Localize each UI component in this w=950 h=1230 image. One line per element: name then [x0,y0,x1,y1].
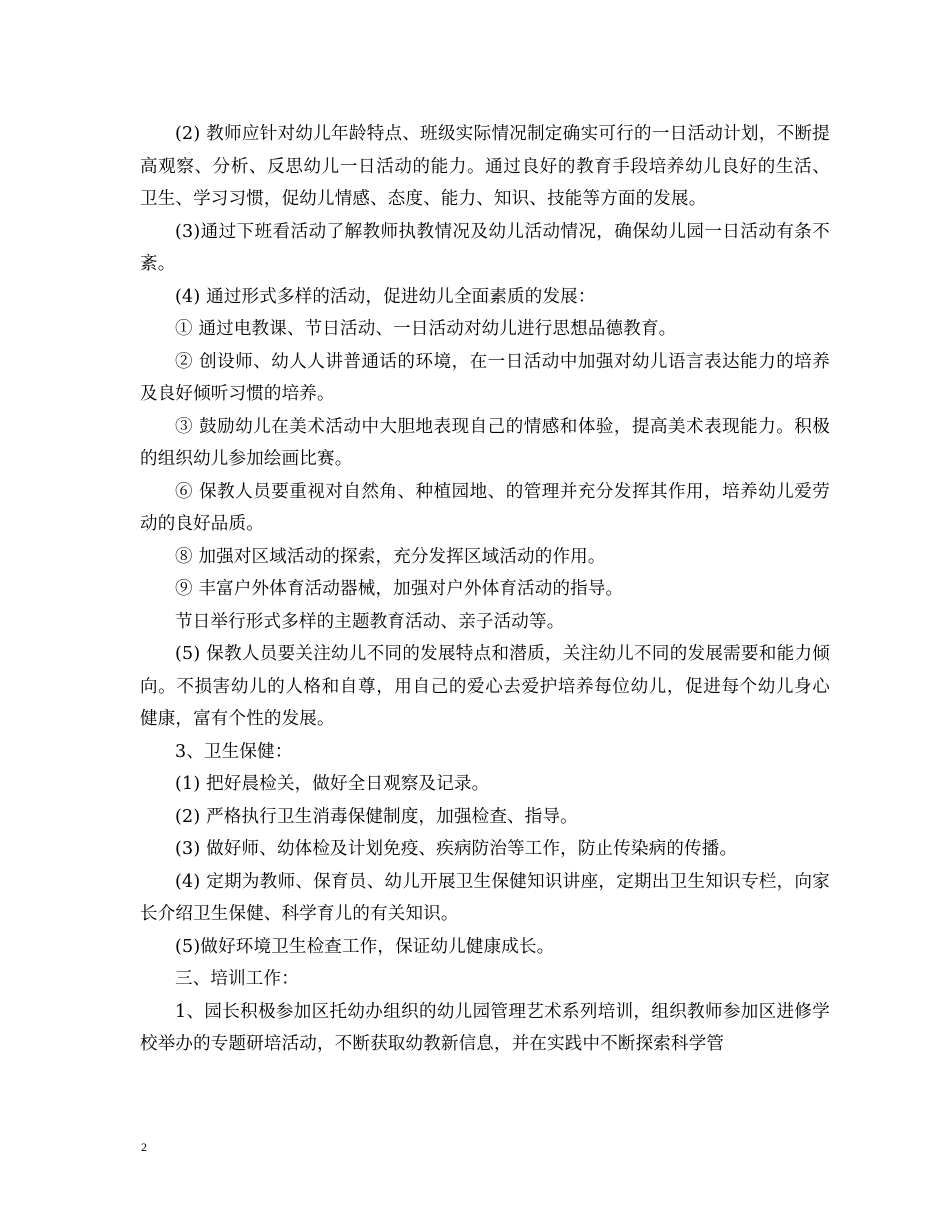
paragraph-class-observation: (3)通过下班看活动了解教师执教情况及幼儿活动情况，确保幼儿园一日活动有条不紊。 [140,221,830,274]
paragraph-health-checks: (3) 做好师、幼体检及计划免疫、疾病防治等工作，防止传染病的传播。 [175,839,738,859]
paragraph-principal-training: 1、园长积极参加区托幼办组织的幼儿园管理艺术系列培训，组织教师参加区进修学校举办的专题研培活动，不断获取幼教新信息，并在实践中不断探索科学管 [140,1001,830,1054]
paragraph-health-lectures: (4) 定期为教师、保育员、幼儿开展卫生保健知识讲座，定期出卫生知识专栏，向家长介绍卫生保健、科学育儿的有关知识。 [140,871,830,924]
paragraph-moral-education: ① 通过电教课、节日活动、一日活动对幼儿进行思想品德教育。 [175,319,677,339]
paragraph-morning-check: (1) 把好晨检关，做好全日观察及记录。 [175,774,490,794]
section-heading-training: 三、培训工作： [175,969,299,989]
paragraph-environment-hygiene: (5)做好环境卫生检查工作，保证幼儿健康成长。 [175,936,555,957]
paragraph-festival-activities: 节日举行形式多样的主题教育活动、亲子活动等。 [175,611,565,632]
paragraph-area-activities: ⑧ 加强对区域活动的探索，充分发挥区域活动的作用。 [175,546,606,567]
section-heading-health-care: 3、卫生保健： [175,741,293,762]
paragraph-nature-corner: ⑥ 保教人员要重视对自然角、种植园地、的管理并充分发挥其作用，培养幼儿爱劳动的良好品质。 [140,481,830,534]
paragraph-diverse-activities: (4) 通过形式多样的活动，促进幼儿全面素质的发展： [175,286,596,307]
paragraph-disinfection: (2) 严格执行卫生消毒保健制度，加强检查、指导。 [175,806,578,827]
paragraph-mandarin-environment: ② 创设师、幼人人讲普通话的环境，在一日活动中加强对幼儿语言表达能力的培养及良好倾听习惯的培养。 [140,351,830,404]
page-number: 2 [141,1140,147,1154]
paragraph-care-plan: (2) 教师应针对幼儿年龄特点、班级实际情况制定确实可行的一日活动计划，不断提高观察、分析、反思幼儿一日活动的能力。通过良好的教育手段培养幼儿良好的生活、卫生、学习习惯，促幼儿情感、态度、能力、知识、技能等方面的发展。 [140,124,830,209]
paragraph-art-activities: ③ 鼓励幼儿在美术活动中大胆地表现自己的情感和体验，提高美术表现能力。积极的组织幼儿参加绘画比赛。 [140,416,830,469]
document-body [140,118,830,1061]
paragraph-outdoor-sports: ⑨ 丰富户外体育活动器械，加强对户外体育活动的指导。 [175,579,624,599]
paragraph-individual-development: (5) 保教人员要关注幼儿不同的发展特点和潜质，关注幼儿不同的发展需要和能力倾向。不损害幼儿的人格和自尊，用自己的爱心去爱护培养每位幼儿，促进每个幼儿身心健康，富有个性的发展。 [140,644,830,729]
